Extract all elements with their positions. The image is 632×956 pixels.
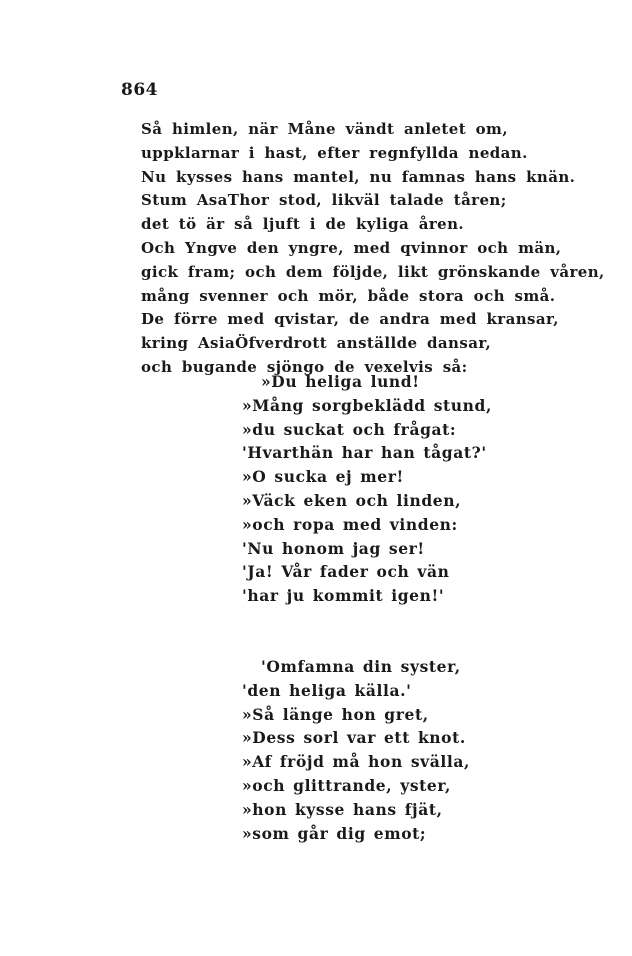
song-stanza-1 <box>242 370 492 608</box>
verse-line: »Af fröjd må hon svälla, <box>242 752 471 772</box>
page-number: 864 <box>121 80 158 100</box>
verse-line: »och glittrande, yster, <box>242 775 452 795</box>
verse-line: kring AsiaÖfverdrott anställde dansar, <box>141 334 492 353</box>
verse-line: 'Ja! Vår fader och vän <box>242 562 450 582</box>
verse-line: »Väck eken och linden, <box>242 490 462 510</box>
verse-line: det tö är så ljuft i de kyliga åren. <box>141 215 465 234</box>
verse-line: gick fram; och dem följde, likt grönskande våren, <box>141 262 605 281</box>
verse-line: Stum AsaThor stod, likväl talade tåren; <box>141 191 507 210</box>
verse-line: De förre med qvistar, de andra med kransar, <box>141 310 559 329</box>
verse-line: »och ropa med vinden: <box>242 514 458 534</box>
verse-line: 'den heliga källa.' <box>242 680 412 700</box>
verse-line: »Mång sorgbeklädd stund, <box>242 395 492 415</box>
verse-line: 'Hvarthän har han tågat?' <box>242 443 487 463</box>
verse-line: och bugande sjöngo de vexelvis så: <box>141 357 468 376</box>
verse-line: »Du heliga lund! <box>261 372 420 391</box>
verse-line: »hon kysse hans fjät, <box>242 799 443 819</box>
verse-line: Så himlen, när Måne vändt anletet om, <box>141 120 508 138</box>
verse-line: mång svenner och mör, både stora och små. <box>141 286 556 305</box>
verse-line: »Så länge hon gret, <box>242 704 429 724</box>
song-stanza-2 <box>242 655 470 845</box>
verse-line: 'har ju kommit igen!' <box>242 586 445 606</box>
verse-line: »Dess sorl var ett knot. <box>242 728 466 748</box>
verse-line: »O sucka ej mer! <box>242 467 404 487</box>
verse-line: 'Omfamna din syster, <box>261 657 461 676</box>
verse-line: Och Yngve den yngre, med qvinnor och män, <box>141 238 562 257</box>
verse-line: Nu kysses hans mantel, nu famnas hans knän. <box>141 167 576 186</box>
verse-line: »du suckat och frågat: <box>242 419 457 439</box>
verse-line: 'Nu honom jag ser! <box>242 538 425 558</box>
verse-line: uppklarnar i hast, efter regnfyllda nedan. <box>141 143 528 162</box>
verse-line: »som går dig emot; <box>242 823 427 843</box>
main-stanza <box>141 118 605 380</box>
